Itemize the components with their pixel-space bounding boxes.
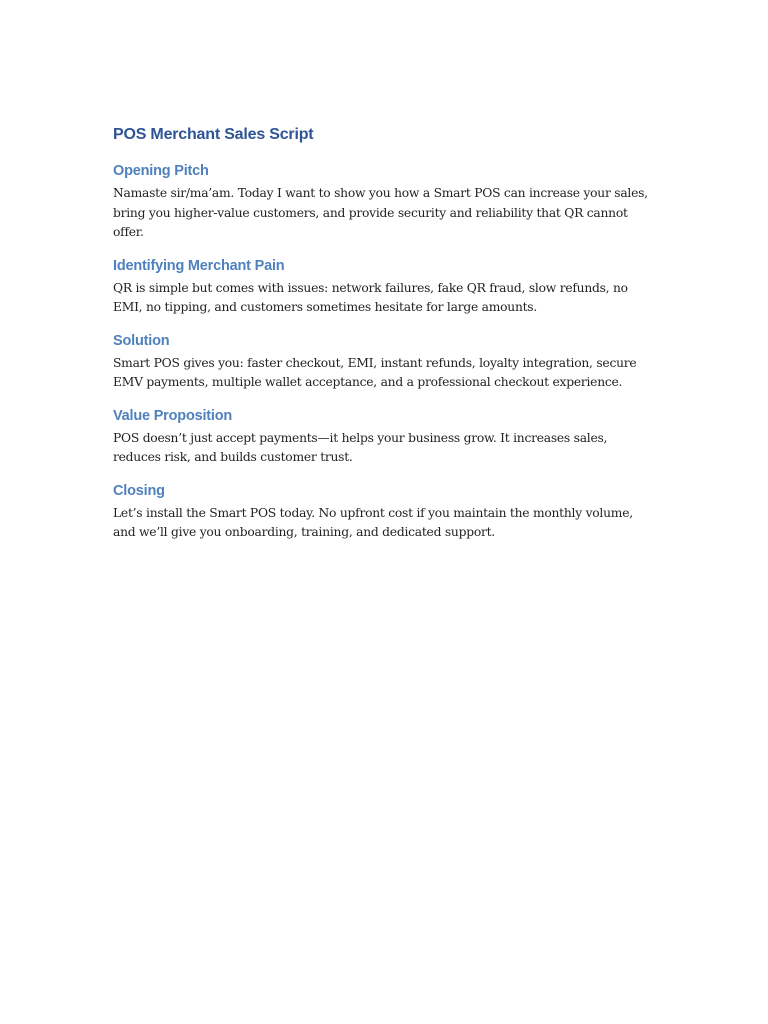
section-solution — [113, 331, 658, 393]
section-closing — [113, 481, 658, 543]
section-body: POS doesn’t just accept payments—it helps your business grow. It increases sales, reduces risk, and builds customer trust. — [113, 430, 608, 464]
section-body: Let’s install the Smart POS today. No upfront cost if you maintain the monthly volume, and we’ll give you onboarding, training, and dedicated support. — [113, 505, 633, 539]
section-body: Namaste sir/ma’am. Today I want to show you how a Smart POS can increase your sales, bring you higher-value customers, and provide security and reliability that QR cannot offer. — [113, 186, 648, 239]
section-heading: Identifying Merchant Pain — [113, 257, 285, 274]
section-body: QR is simple but comes with issues: network failures, fake QR fraud, slow refunds, no EMI, no tipping, and customers sometimes hesitate for large amounts. — [113, 280, 628, 314]
section-value-proposition — [113, 406, 658, 468]
section-body: Smart POS gives you: faster checkout, EMI, instant refunds, loyalty integration, secure EMV payments, multiple wallet acceptance, and a professional checkout experience. — [113, 355, 637, 389]
section-identifying-merchant-pain — [113, 256, 658, 318]
document-title: POS Merchant Sales Script — [113, 126, 314, 143]
section-opening-pitch — [113, 161, 658, 243]
section-heading: Opening Pitch — [113, 163, 209, 179]
section-heading: Value Proposition — [113, 407, 233, 424]
section-heading: Closing — [113, 482, 165, 499]
section-heading: Solution — [113, 332, 170, 349]
document-page — [113, 124, 658, 556]
